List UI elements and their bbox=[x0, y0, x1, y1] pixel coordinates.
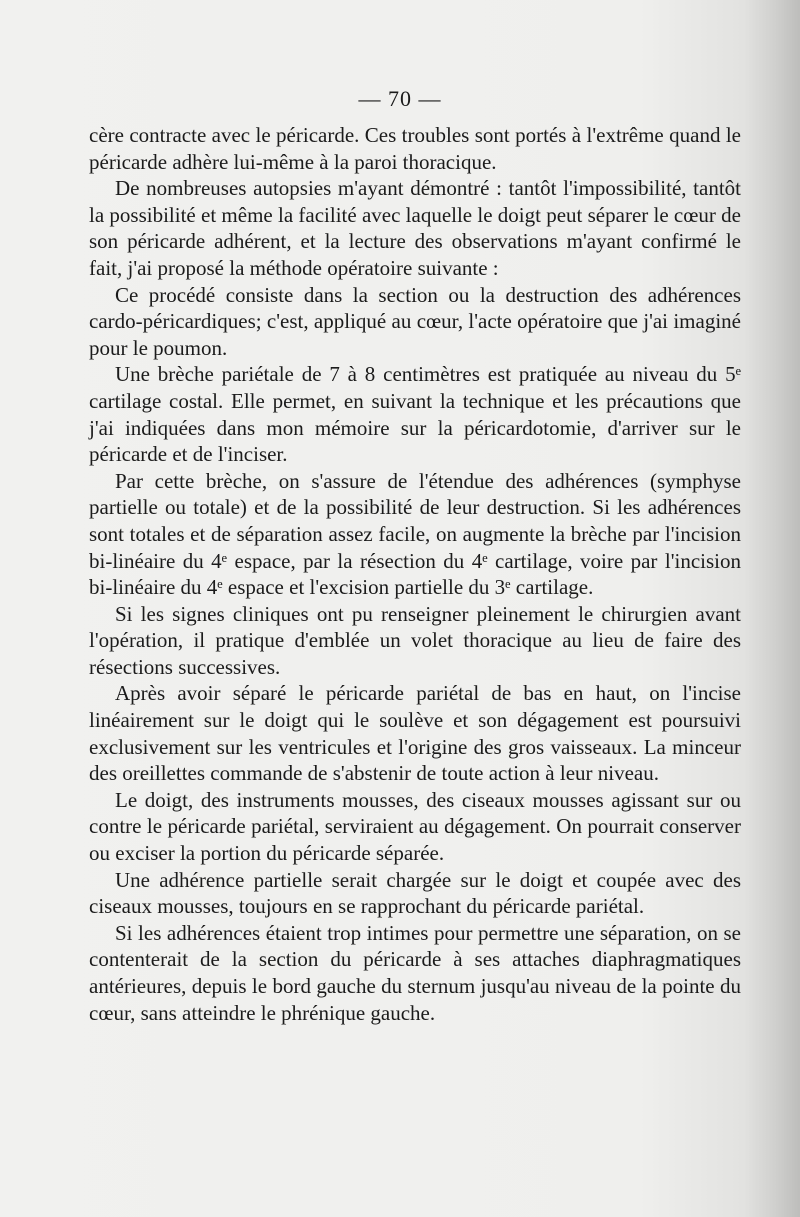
paragraph-9: Une adhérence partielle serait chargée sur le doigt et coupée avec des ciseaux mousses, toujours en se rapprochant du péricarde pariétal. bbox=[89, 867, 741, 919]
paragraph-2: De nombreuses autopsies m'ayant démontré : tantôt l'impossibilité, tantôt la possibilité et même la facilité avec laquelle le doigt peut séparer le cœur de son péricarde adhérent, et la lecture des observations m'ayant confirmé le fait, j'ai proposé la méthode opératoire suivante : bbox=[89, 176, 741, 280]
paragraph-3: Ce procédé consiste dans la section ou la destruction des adhérences cardo-péricardiques; c'est, appliqué au cœur, l'acte opératoire que j'ai imaginé pour le poumon. bbox=[89, 282, 741, 360]
paragraph-5: Par cette brèche, on s'assure de l'étendue des adhérences (symphyse partielle ou totale) et de la possibilité de leur destruction. Si les adhérences sont totales et de séparation assez facile, on augmente la brèche par l'incision bi-linéaire du 4ᵉ espace, par la résection du 4ᵉ cartilage, voire par l'incision bi-linéaire du 4ᵉ espace et l'excision partielle du 3ᵉ cartilage. bbox=[89, 468, 741, 600]
paragraph-6: Si les signes cliniques ont pu renseigner pleinement le chirurgien avant l'opération, il pratique d'emblée un volet thoracique au lieu de faire des résections successives. bbox=[89, 601, 741, 679]
paragraph-10: Si les adhérences étaient trop intimes pour permettre une séparation, on se contenterait de la section du péricarde à ses attaches diaphragmatiques antérieures, depuis le bord gauche du sternum jusqu'au niveau de la pointe du cœur, sans atteindre le phrénique gauche. bbox=[89, 920, 741, 1025]
page-number: — 70 — bbox=[358, 86, 442, 111]
paragraph-1: cère contracte avec le péricarde. Ces troubles sont portés à l'extrême quand le péricarde adhère lui-même à la paroi thoracique. bbox=[89, 123, 741, 174]
body-text bbox=[89, 122, 741, 1026]
paragraph-4: Une brèche pariétale de 7 à 8 centimètres est pratiquée au niveau du 5ᵉ cartilage costal. Elle permet, en suivant la technique et les précautions que j'ai indiquées dans mon mémoire sur la péricardotomie, d'arriver sur le péricarde et de l'inciser. bbox=[89, 362, 741, 467]
paragraph-8: Le doigt, des instruments mousses, des ciseaux mousses agissant sur ou contre le péricarde pariétal, serviraient au dégagement. On pourrait conserver ou exciser la portion du péricarde séparée. bbox=[89, 787, 741, 866]
paragraph-7: Après avoir séparé le péricarde pariétal de bas en haut, on l'incise linéairement sur le doigt qui le soulève et son dégagement est poursuivi exclusivement sur les ventricules et l'origine des gros vaisseaux. La minceur des oreillettes commande de s'abstenir de toute action à leur niveau. bbox=[89, 681, 741, 786]
